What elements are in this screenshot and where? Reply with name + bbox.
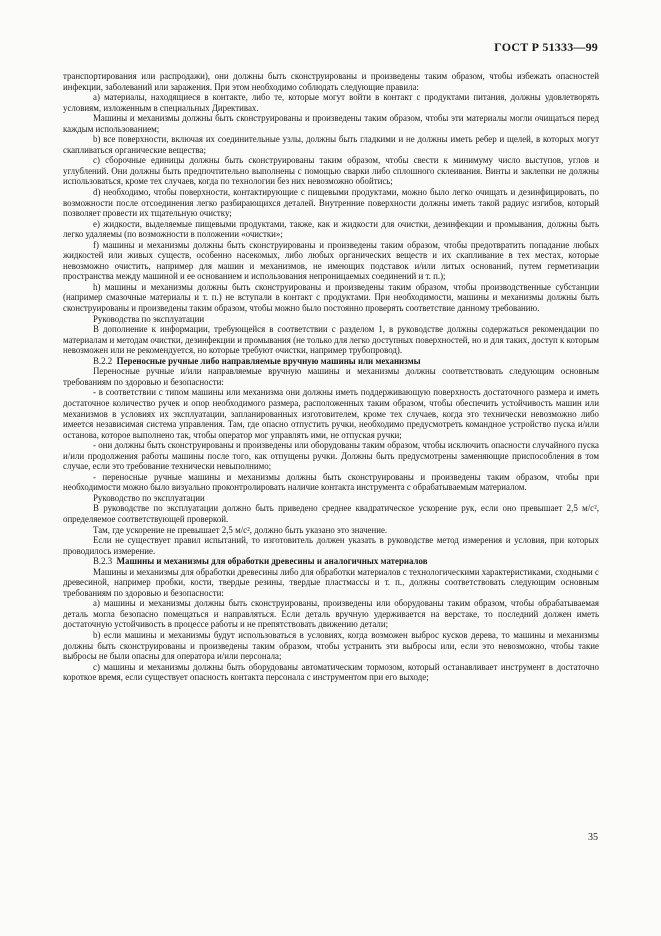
paragraph: Переносные ручные и/или направляемые вручную машины и механизмы должны соответствовать следующим основным требованиям по здоровью и безопасности:	[63, 366, 599, 387]
standard-header: ГОСТ Р 51333—99	[494, 40, 598, 54]
section-title: Машины и механизмы для обработки древесины и аналогичных материалов	[116, 556, 428, 567]
paragraph: Машины и механизмы для обработки древесины либо для обработки материалов с технологическими характеристиками, сходными с древесиной, например пробки, кости, твердые резины, твердые пластмассы и т. п., должны соответствовать следующим основным требованиям по здоровью и безопасности:	[63, 566, 599, 598]
document-body	[63, 71, 599, 683]
paragraph: В дополнение к информации, требующейся в соответствии с разделом 1, в руководстве должны содержаться рекомендации по материалам и методам очистки, дезинфекции и промывания (не только для легко доступных поверхностей, но и для таких, доступ к которым невозможен или не рекомендуется, но которые требуют очистки, например трубопровод).	[63, 324, 599, 356]
paragraph: Машины и механизмы должны быть сконструированы и произведены таким образом, чтобы эти материалы могли очищаться перед каждым использованием;	[63, 113, 599, 134]
section-heading-b22	[63, 356, 599, 367]
paragraph-item-d: d) необходимо, чтобы поверхности, контактирующие с пищевыми продуктами, можно было легко очищать и дезинфицировать, по возможности после отсоединения легко разбирающихся деталей. Внутренние поверхности должны иметь такой радиус изгибов, который позволяет провести их тщательную очистку;	[63, 187, 599, 219]
paragraph-item-h: h) машины и механизмы должны быть сконструированы и произведены таким образом, чтобы производственные субстанции (например смазочные материалы и т. п.) не вступали в контакт с продуктами. При необходимости, машины и механизмы должны быть сконструированы и произведены таким образом, чтобы можно было постоянно проверять соответствие данному требованию.	[63, 281, 599, 314]
section-number: B.2.3	[93, 556, 113, 567]
paragraph-item-a: a) машины и механизмы должны быть сконструированы, произведены или оборудованы таким образом, чтобы обрабатываемая деталь могла безопасно помещаться и направляться. Если деталь вручную удерживается на верстаке, то последний должен иметь достаточную устойчивость в процессе работы и не препятствовать движению детали;	[63, 598, 599, 630]
paragraph-intro: транспортирования или распродажи), они должны быть сконструированы и произведены таким образом, чтобы избежать опасностей инфекции, заболеваний или заражения. При этом необходимо соблюдать следующие правила:	[63, 71, 599, 92]
section-title: Переносные ручные либо направляемые вручную машины или механизмы	[116, 355, 421, 366]
paragraph-item-b: b) все поверхности, включая их соединительные узлы, должны быть гладкими и не должны иметь ребер и щелей, в которых могут скапливаться органические вещества;	[63, 134, 599, 155]
paragraph-item-a: a) материалы, находящиеся в контакте, либо те, которые могут войти в контакт с продуктами питания, должны удовлетворять условиям, изложенным в специальных Директивах.	[63, 92, 599, 113]
paragraph-item-f: f) машины и механизмы должны быть сконструированы и произведены таким образом, чтобы предотвратить попадание любых жидкостей или живых существ, особенно насекомых, либо любых органических веществ и их скапливание в тех местах, которые невозможно очистить, например для машин и механизмов, не имеющих подставок и/или литых оснований, путем герметизации пространства между машиной и ее основанием и использования непроницаемых соединений и т. п.);	[63, 239, 599, 282]
paragraph-item-c: c) машины и механизмы должны быть оборудованы автоматическим тормозом, который останавливает инструмент в достаточно короткое время, если существует опасность контакта персонала с инструментом при его выходе;	[63, 661, 599, 683]
page-number: 35	[588, 832, 598, 843]
paragraph: В руководстве по эксплуатации должно быть приведено среднее квадратическое ускорение рук, если оно превышает 2,5 м/с², определяемое соответствующей проверкой.	[63, 503, 599, 524]
paragraph-dash-item: - они должны быть сконструированы и произведены или оборудованы таким образом, чтобы исключить опасности случайного пуска и/или продолжения работы машины после того, как отпущены ручки. Должны быть предусмотрены заменяющие приспособления в том случае, если это требование технически невыполнимо;	[63, 440, 599, 472]
paragraph-dash-item: - в соответствии с типом машины или механизма они должны иметь поддерживающую поверхность достаточного размера и иметь достаточное количество ручек и опор необходимого размера, расположенных таким образом, чтобы обеспечить устойчивость машин или механизмов в условиях их эксплуатации, запланированных изготовителем, кроме тех случаев, когда это технически невозможно либо имеется независимая система управления. Там, где опасно отпустить ручки, необходимо предусмотреть командное устройство пуска и/или останова, которое выполнено так, чтобы оператор мог управлять ими, не отпуская ручки;	[63, 387, 599, 440]
paragraph-item-c: c) сборочные единицы должны быть сконструированы таким образом, чтобы свести к минимуму число выступов, углов и углублений. Они должны быть предпочтительно выполнены с помощью сварки либо сплошного склеивания. Винты и заклепки не должны использоваться, кроме тех случаев, когда по технологии без них невозможно обойтись;	[63, 155, 599, 187]
paragraph-item-b: b) если машины и механизмы будут использоваться в условиях, когда возможен выброс кусков дерева, то машины и механизмы должны быть сконструированы и произведены таким образом, чтобы устранить эти выбросы или, если это невозможно, чтобы такие выбросы не были опасны для оператора и/или персонала;	[63, 629, 599, 662]
section-heading-b23	[63, 556, 599, 567]
subheading-manual: Руководства по эксплуатации	[93, 313, 205, 324]
paragraph-dash-item: - переносные ручные машины и механизмы должны быть сконструированы и произведены таким образом, чтобы при необходимости можно было визуально проконтролировать наличие контакта инструмента с обрабатываемым материалом.	[63, 471, 599, 493]
subheading-manual: Руководство по эксплуатации	[93, 492, 205, 503]
section-number: B.2.2	[93, 355, 113, 366]
paragraph-item-e: e) жидкости, выделяемые пищевыми продуктами, также, как и жидкости для очистки, дезинфекции и промывания, должны быть легко удаляемы (по возможности в положении «очистки»;	[63, 218, 599, 240]
paragraph: Там, где ускорение не превышает 2,5 м/с², должно быть указано это значение.	[93, 524, 388, 535]
paragraph: Если не существует правил испытаний, то изготовитель должен указать в руководстве метод измерения и условия, при которых проводилось измерение.	[63, 535, 599, 556]
